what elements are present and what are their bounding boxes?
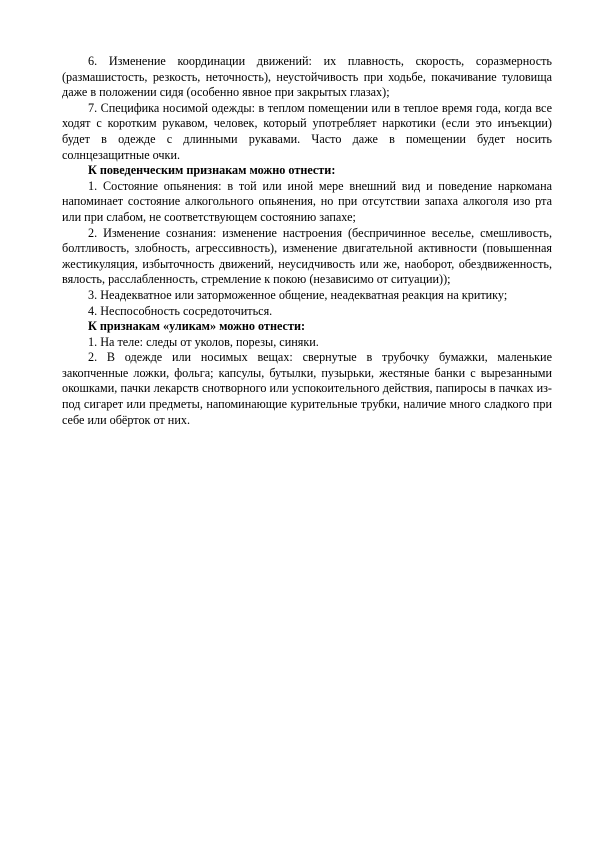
heading-evidence-signs: К признакам «уликам» можно отнести: — [88, 319, 306, 334]
paragraph-coordination: 6. Изменение координации движений: их плавность, скорость, соразмерность (размашистость, резкость, неточность), неустойчивость при ходьбе, покачивание туловища даже в положении сидя (особенно явное при закрытых глазах); — [62, 54, 552, 100]
paragraph-communication: 3. Неадекватное или заторможенное общение, неадекватная реакция на критику; — [88, 287, 508, 302]
paragraph-intoxication: 1. Состояние опьянения: в той или иной мере внешний вид и поведение наркомана напоминает состояние алкогольного опьянения, но при отсутствии запаха алкоголя изо рта или при слабом, не соответствующем состоянию запахе; — [62, 178, 552, 224]
paragraph-consciousness-change: 2. Изменение сознания: изменение настроения (беспричинное веселье, смешливость, болтливость, злобность, агрессивность), изменение двигательной активности (повышенная жестикуляция, избыточность движений, неусидчивость или же, наоборот, обездвиженность, вялость, расслабленность, стремление к покою (независимо от ситуации)); — [62, 225, 552, 287]
paragraph-concentration: 4. Неспособность сосредоточиться. — [88, 303, 273, 318]
heading-behavioral-signs: К поведенческим признакам можно отнести: — [88, 163, 336, 178]
paragraph-clothing: 7. Специфика носимой одежды: в теплом помещении или в теплое время года, когда все ходят с коротким рукавом, человек, который употребляет наркотики (если это инъекции) будет в одежде с длинными рукавами. Часто даже в помещении будет носить солнцезащитные очки. — [62, 100, 552, 162]
paragraph-belongings: 2. В одежде или носимых вещах: свернутые в трубочку бумажки, маленькие закопченные ложки, фольга; капсулы, бутылки, пузырьки, жестяные банки с вырезанными окошками, пачки лекарств снотворного или успокоительного действия, папиросы в пачках из-под сигарет или предметы, напоминающие курительные трубки, наличие много сладкого при себе или обёрток от них. — [62, 350, 552, 427]
document-page — [62, 54, 552, 428]
paragraph-body-marks: 1. На теле: следы от уколов, порезы, синяки. — [88, 334, 319, 349]
